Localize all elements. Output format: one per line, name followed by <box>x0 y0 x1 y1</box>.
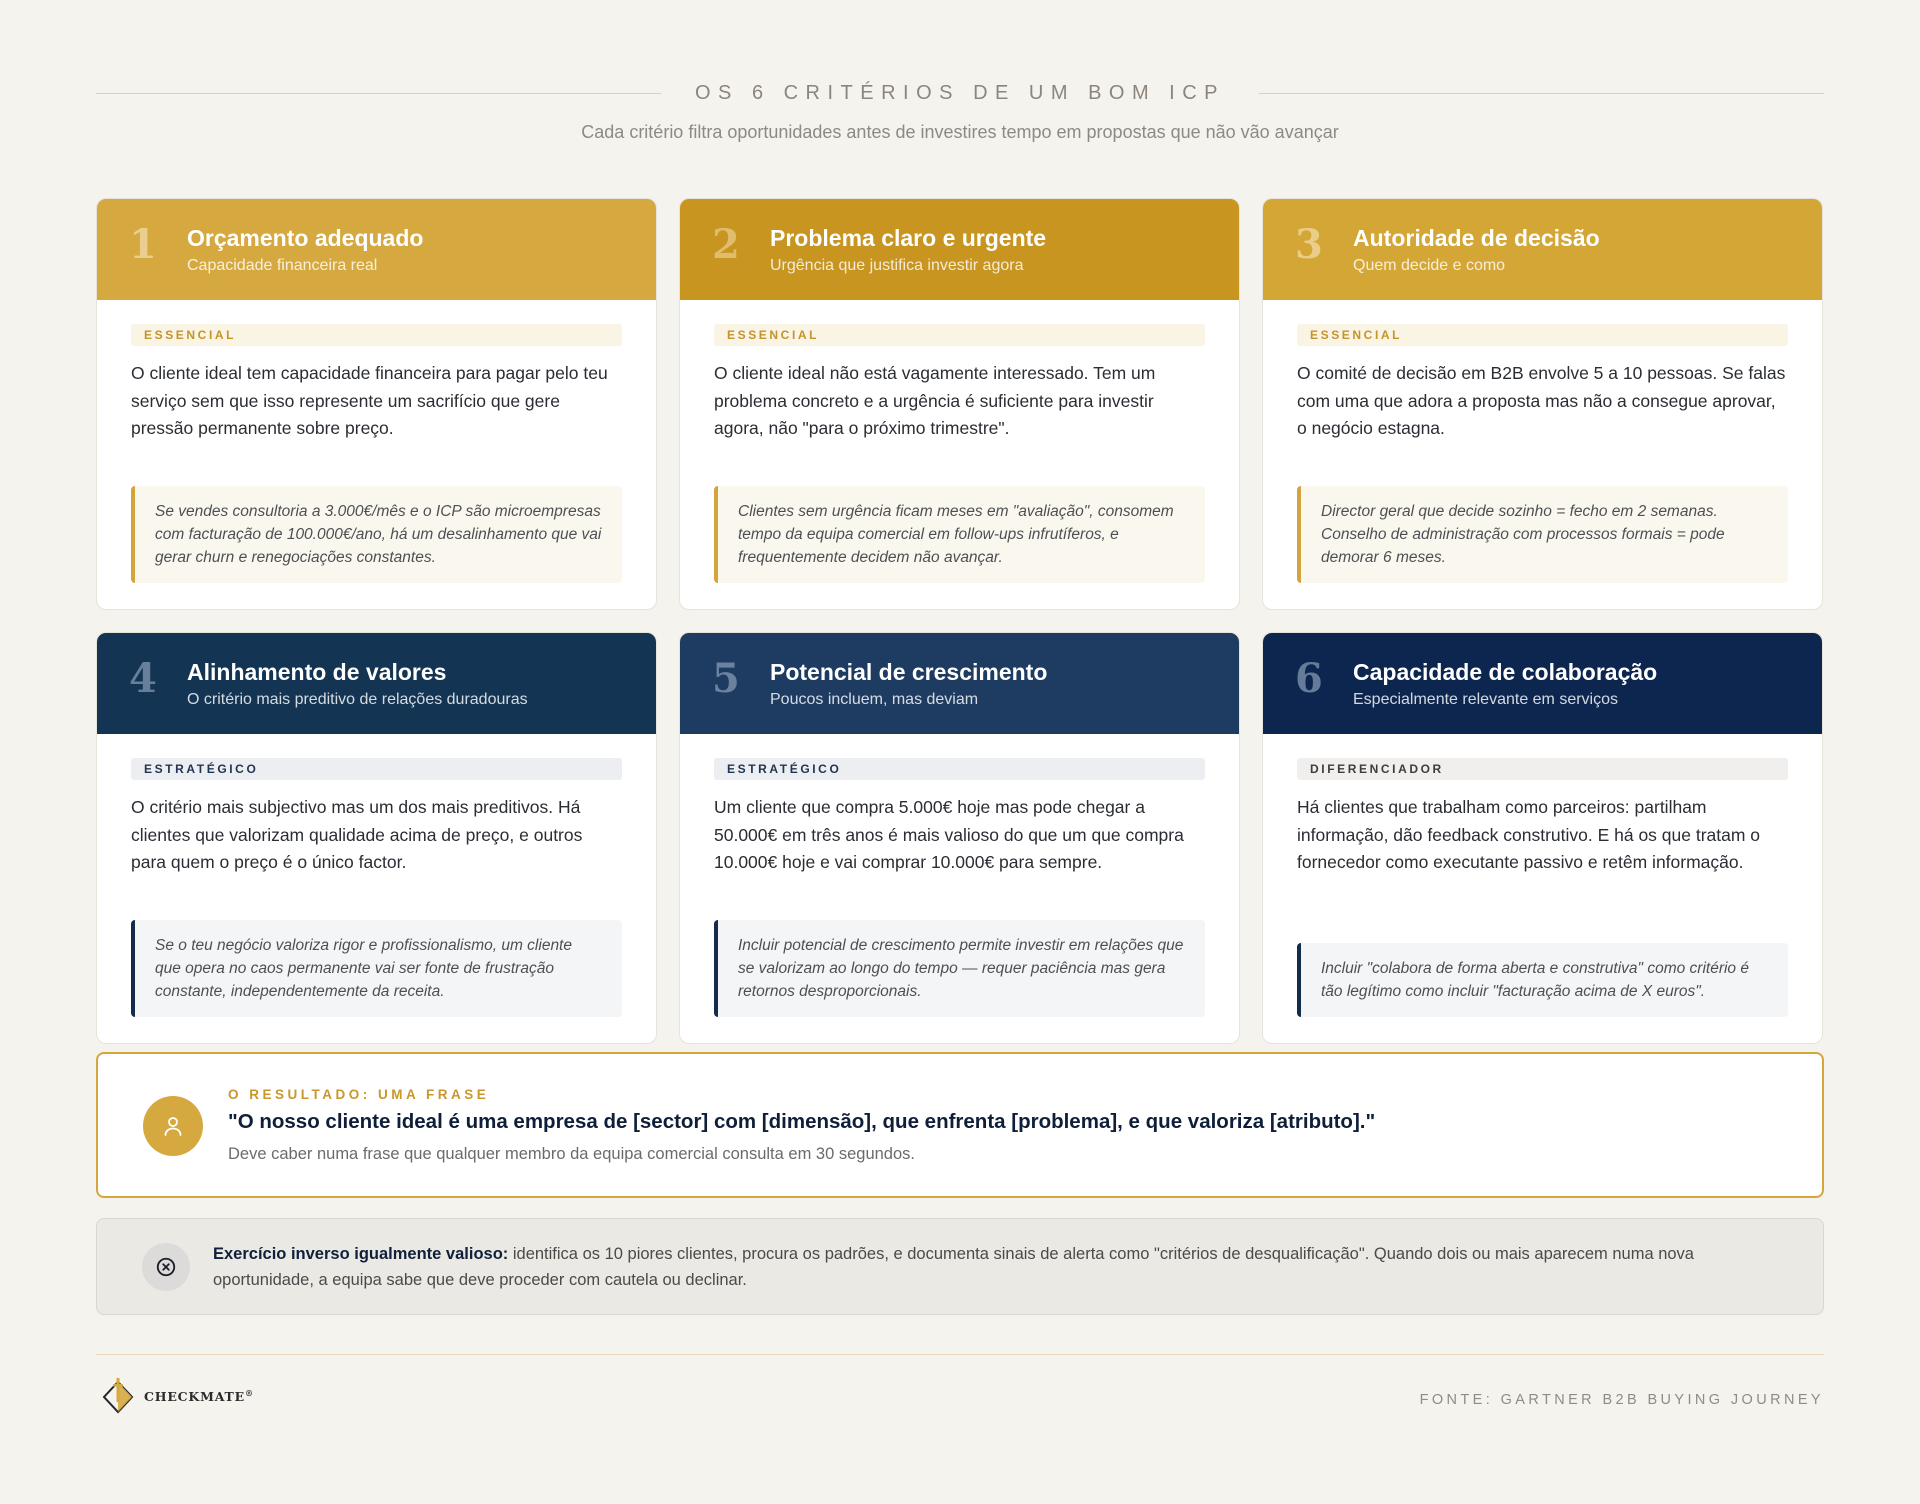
card-title: Orçamento adequado <box>187 225 424 251</box>
card-body <box>1297 324 1788 583</box>
card-body <box>1297 758 1788 1017</box>
card-header <box>1263 199 1822 300</box>
card-number: 1 <box>129 221 157 268</box>
page-subtitle: Cada critério filtra oportunidades antes de investires tempo em propostas que não vão avançar <box>581 122 1339 142</box>
card-description: O cliente ideal tem capacidade financeira para pagar pelo teu serviço sem que isso represente um sacrifício que gere pressão permanente sobre preço. <box>131 363 608 438</box>
priority-badge: ESSENCIAL <box>131 324 622 346</box>
card-title: Capacidade de colaboração <box>1353 659 1658 685</box>
card-header <box>97 633 656 734</box>
source-credit: FONTE: GARTNER B2B BUYING JOURNEY <box>1419 1392 1824 1408</box>
criterion-card-6 <box>1262 632 1823 1044</box>
card-body <box>714 758 1205 1017</box>
card-subtitle: Quem decide e como <box>1353 257 1506 274</box>
title-divider-left <box>96 93 661 94</box>
priority-badge: ESTRATÉGICO <box>714 758 1205 780</box>
card-header <box>1263 633 1822 734</box>
inverse-exercise-lead: Exercício inverso igualmente valioso: <box>213 1245 509 1263</box>
x-circle-icon <box>142 1243 190 1291</box>
example-quote: Incluir potencial de crescimento permite investir em relações que se valorizam ao longo do tempo — requer paciência mas gera retornos desproporcionais. <box>714 920 1205 1017</box>
header <box>96 0 1824 190</box>
footer-divider <box>96 1354 1824 1355</box>
card-description: O critério mais subjectivo mas um dos mais preditivos. Há clientes que valorizam qualidade acima de preço, e outros para quem o preço é o único factor. <box>131 797 583 872</box>
card-description: O comité de decisão em B2B envolve 5 a 10 pessoas. Se falas com uma que adora a proposta mas não a consegue aprovar, o negócio estagna. <box>1297 363 1786 438</box>
criterion-card-3 <box>1262 198 1823 610</box>
card-number: 5 <box>712 655 740 702</box>
title-divider-right <box>1259 93 1824 94</box>
card-number: 2 <box>712 221 740 268</box>
example-quote: Se vendes consultoria a 3.000€/mês e o ICP são microempresas com facturação de 100.000€/ano, há um desalinhamento que vai gerar churn e renegociações constantes. <box>131 486 622 583</box>
card-body <box>131 324 622 583</box>
result-box <box>96 1052 1824 1198</box>
example-quote: Se o teu negócio valoriza rigor e profissionalismo, um cliente que opera no caos permanente vai ser fonte de frustração constante, independentemente da receita. <box>131 920 622 1017</box>
infographic-page <box>96 0 1824 1408</box>
card-header <box>97 199 656 300</box>
page-title: OS 6 CRITÉRIOS DE UM BOM ICP <box>694 82 1226 104</box>
card-title: Problema claro e urgente <box>770 225 1047 251</box>
checkmate-logo-icon <box>100 1376 136 1416</box>
inverse-exercise-box <box>96 1218 1824 1315</box>
criteria-grid <box>96 198 1824 1044</box>
card-subtitle: Especialmente relevante em serviços <box>1353 691 1619 708</box>
card-description: Um cliente que compra 5.000€ hoje mas pode chegar a 50.000€ em três anos é mais valioso do que um que compra 10.000€ hoje e vai comprar 10.000€ para sempre. <box>714 797 1184 872</box>
card-description: Há clientes que trabalham como parceiros: partilham informação, dão feedback construtivo. E há os que tratam o fornecedor como executante passivo e retêm informação. <box>1297 797 1761 872</box>
card-subtitle: Urgência que justifica investir agora <box>770 257 1024 274</box>
icp-phrase: "O nosso cliente ideal é uma empresa de [sector] com [dimensão], que enfrenta [problema], e que valoriza [atributo]." <box>228 1110 1376 1133</box>
example-quote: Incluir "colabora de forma aberta e construtiva" como critério é tão legítimo como incluir "facturação acima de X euros". <box>1297 943 1788 1017</box>
card-description: O cliente ideal não está vagamente interessado. Tem um problema concreto e a urgência é suficiente para investir agora, não "para o próximo trimestre". <box>714 363 1156 438</box>
criterion-card-5 <box>679 632 1240 1044</box>
checkmate-logo <box>100 1376 254 1416</box>
example-quote: Clientes sem urgência ficam meses em "avaliação", consomem tempo da equipa comercial em follow-ups infrutíferos, e frequentemente decidem não avançar. <box>714 486 1205 583</box>
result-note: Deve caber numa frase que qualquer membro da equipa comercial consulta em 30 segundos. <box>228 1145 915 1163</box>
criterion-card-1 <box>96 198 657 610</box>
example-quote: Director geral que decide sozinho = fecho em 2 semanas. Conselho de administração com processos formais = pode demorar 6 meses. <box>1297 486 1788 583</box>
inverse-exercise-text <box>213 1241 1763 1293</box>
priority-badge: ESSENCIAL <box>714 324 1205 346</box>
card-title: Autoridade de decisão <box>1353 225 1600 251</box>
card-body <box>714 324 1205 583</box>
priority-badge: ESSENCIAL <box>1297 324 1788 346</box>
card-subtitle: Capacidade financeira real <box>187 257 378 274</box>
card-title: Alinhamento de valores <box>187 659 447 685</box>
title-row <box>96 82 1824 105</box>
inverse-exercise-body: identifica os 10 piores clientes, procura os padrões, e documenta sinais de alerta como "critérios de desqualificação". Quando dois ou mais aparecem numa nova oportunidade, a equipa sabe que deve proceder com cautela ou declinar. <box>213 1245 1694 1289</box>
card-header <box>680 199 1239 300</box>
card-header <box>680 633 1239 734</box>
card-subtitle: O critério mais preditivo de relações duradouras <box>187 691 528 708</box>
result-kicker: O RESULTADO: UMA FRASE <box>228 1087 490 1102</box>
card-number: 4 <box>129 655 157 702</box>
card-title: Potencial de crescimento <box>770 659 1048 685</box>
priority-badge: ESTRATÉGICO <box>131 758 622 780</box>
user-icon <box>143 1096 203 1156</box>
card-number: 6 <box>1295 655 1323 702</box>
criterion-card-4 <box>96 632 657 1044</box>
card-body <box>131 758 622 1017</box>
criterion-card-2 <box>679 198 1240 610</box>
logo-text: CHECKMATE® <box>144 1387 254 1405</box>
priority-badge: DIFERENCIADOR <box>1297 758 1788 780</box>
card-subtitle: Poucos incluem, mas deviam <box>770 691 979 708</box>
card-number: 3 <box>1295 221 1323 268</box>
